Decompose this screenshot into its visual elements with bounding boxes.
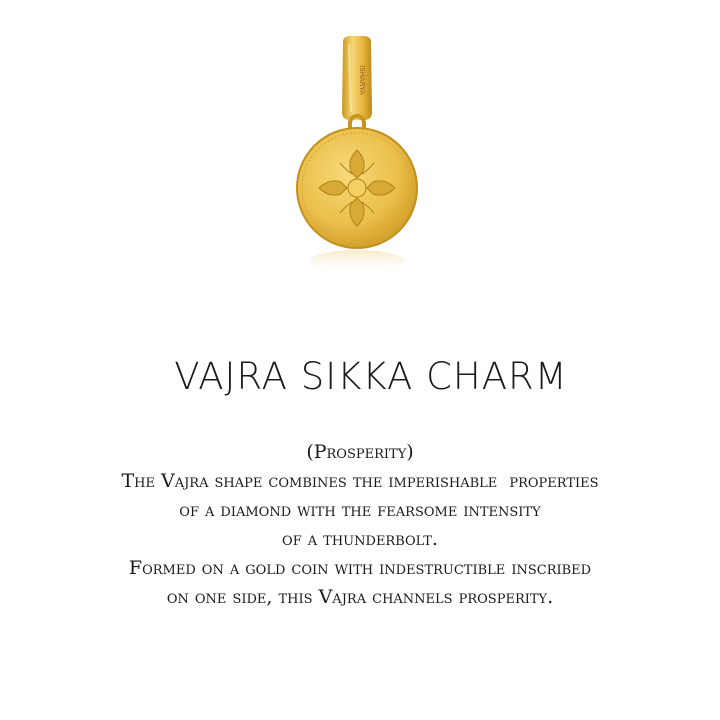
description-line: (Prosperity) (306, 441, 414, 463)
vajra-charm-illustration (0, 0, 720, 290)
description-line: on one side, this Vajra channels prosperity. (166, 586, 554, 608)
coin-pendant (297, 128, 417, 248)
product-description (0, 438, 720, 612)
bail-clasp (342, 36, 372, 140)
description-line: of a diamond with the fearsome intensity (179, 499, 541, 521)
description-line: The Vajra shape combines the imperishable properties (121, 470, 599, 492)
product-image (0, 0, 720, 290)
engraving-text: ISHARYA (358, 65, 366, 95)
description-line: Formed on a gold coin with indestructible inscribed (128, 557, 592, 579)
reflection (309, 250, 405, 274)
description-line: of a thunderbolt. (282, 528, 438, 550)
product-title: VAJRA SIKKA CHARM (174, 355, 568, 398)
